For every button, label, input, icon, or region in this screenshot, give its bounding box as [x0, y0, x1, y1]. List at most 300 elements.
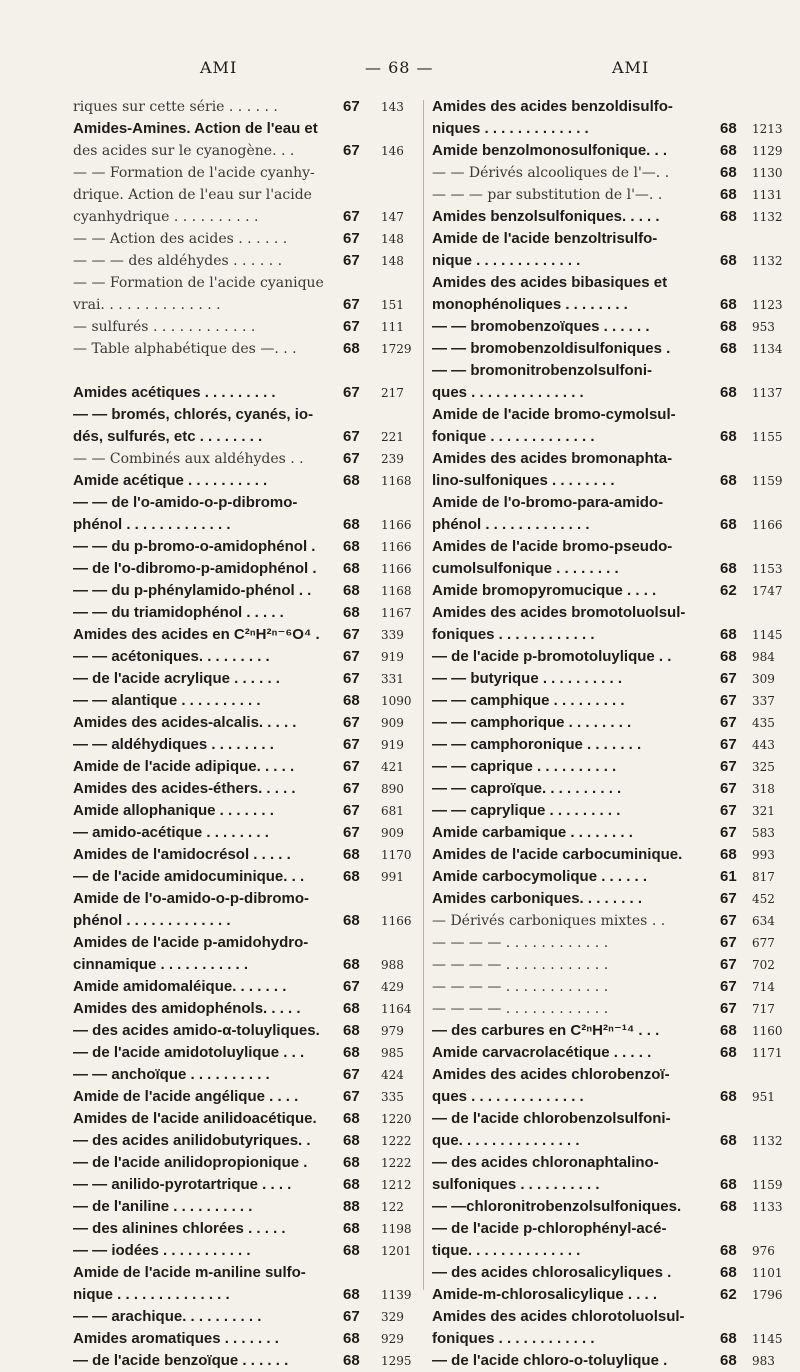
entry-volume: 68	[343, 846, 360, 863]
index-entry	[73, 536, 431, 558]
index-entry	[73, 800, 431, 822]
index-entry	[73, 470, 431, 492]
index-entry	[432, 1196, 783, 1218]
entry-page: 1132	[752, 254, 783, 268]
entry-text: nique . . . . . . . . . . . . . .	[73, 1286, 230, 1303]
entry-text: Amide de l'o-amido-o-p-dibromo-	[73, 890, 310, 907]
entry-page: 1729	[381, 342, 412, 356]
entry-text: — de l'acide amidotoluylique . . .	[73, 1044, 305, 1061]
entry-volume: 67	[343, 978, 360, 995]
index-entry	[73, 976, 431, 998]
entry-text: Amide de l'acide m-aniline sulfo-	[73, 1264, 306, 1281]
entry-page: 817	[752, 870, 775, 884]
entry-text: phénol . . . . . . . . . . . . .	[432, 516, 590, 533]
entry-text: que. . . . . . . . . . . . . . .	[432, 1132, 580, 1149]
entry-page: 148	[381, 232, 404, 246]
entry-text: — de l'acide chloro-o-toluylique .	[432, 1352, 668, 1369]
entry-text: Amides carboniques. . . . . . . .	[432, 890, 643, 907]
entry-page: 1201	[381, 1244, 412, 1258]
entry-page: 148	[381, 254, 404, 268]
index-entry	[73, 426, 431, 448]
entry-text: dés, sulfurés, etc . . . . . . . .	[73, 428, 263, 445]
entry-page: 429	[381, 980, 404, 994]
entry-volume: 68	[720, 472, 737, 489]
entry-text: — — — — . . . . . . . . . . . .	[432, 935, 609, 951]
entry-page: 988	[381, 958, 404, 972]
index-entry	[432, 96, 772, 118]
entry-page: 1132	[752, 210, 783, 224]
entry-text: cumolsulfonique . . . . . . . .	[432, 560, 619, 577]
entry-page: 151	[381, 298, 404, 312]
entry-volume: 68	[720, 626, 737, 643]
entry-page: 919	[381, 650, 404, 664]
entry-text: — — de l'o-amido-o-p-dibromo-	[73, 494, 298, 511]
index-entry	[432, 932, 775, 954]
index-entry	[432, 712, 775, 734]
entry-volume: 68	[720, 1044, 737, 1061]
entry-page: 677	[752, 936, 775, 950]
index-entry	[432, 998, 775, 1020]
entry-text: fonique . . . . . . . . . . . . .	[432, 428, 595, 445]
entry-page: 1145	[752, 1332, 783, 1346]
index-entry	[432, 1108, 772, 1130]
entry-volume: 67	[343, 450, 360, 467]
entry-text: Amides des acides chlorobenzoï-	[432, 1066, 670, 1083]
index-entry	[73, 580, 431, 602]
entry-text: monophénoliques . . . . . . . .	[432, 296, 628, 313]
entry-volume: 68	[720, 846, 737, 863]
entry-page: 1166	[381, 914, 412, 928]
entry-page: 147	[381, 210, 404, 224]
entry-volume: 67	[343, 648, 360, 665]
entry-text: — —chloronitrobenzolsulfoniques.	[432, 1198, 682, 1215]
entry-text: — Table alphabétique des —. . .	[73, 341, 297, 357]
entry-text: — — camphorique . . . . . . . .	[432, 714, 632, 731]
entry-text: Amides des acides en C²ⁿH²ⁿ⁻⁶O⁴ .	[73, 626, 320, 643]
index-entry	[73, 294, 431, 316]
entry-volume: 67	[343, 98, 360, 115]
entry-text: — — — — . . . . . . . . . . . .	[432, 1001, 609, 1017]
entry-volume: 68	[720, 516, 737, 533]
entry-text: — — bromés, chlorés, cyanés, io-	[73, 406, 314, 423]
index-entry	[73, 1020, 431, 1042]
index-entry	[432, 756, 775, 778]
entry-volume: 68	[343, 868, 360, 885]
entry-volume: 67	[720, 934, 737, 951]
entry-text: Amide amidomaléique. . . . . . .	[73, 978, 287, 995]
entry-volume: 67	[720, 692, 737, 709]
entry-volume: 67	[720, 736, 737, 753]
index-entry	[73, 118, 431, 140]
index-entry	[73, 1350, 431, 1372]
index-entry	[432, 1130, 783, 1152]
entry-text: — — caprique . . . . . . . . . .	[432, 758, 617, 775]
index-entry	[432, 954, 775, 976]
entry-text: Amide benzolmonosulfonique. . .	[432, 142, 667, 159]
entry-text: — de l'acide amidocuminique. . .	[73, 868, 305, 885]
index-entry	[432, 1174, 783, 1196]
index-entry	[73, 778, 431, 800]
index-entry	[73, 624, 431, 646]
entry-page: 1295	[381, 1354, 412, 1368]
index-entry	[432, 404, 772, 426]
index-entry	[432, 1284, 783, 1306]
index-entry	[73, 1306, 431, 1328]
entry-volume: 68	[343, 912, 360, 929]
entry-volume: 68	[720, 384, 737, 401]
entry-text: nique . . . . . . . . . . . . .	[432, 252, 581, 269]
entry-text: — — bromobenzoldisulfoniques .	[432, 340, 671, 357]
entry-volume: 68	[343, 692, 360, 709]
entry-text: Amide carbocymolique . . . . . .	[432, 868, 648, 885]
entry-text: ques . . . . . . . . . . . . . .	[432, 384, 584, 401]
entry-page: 1796	[752, 1288, 783, 1302]
entry-page: 1160	[752, 1024, 783, 1038]
entry-volume: 67	[343, 780, 360, 797]
entry-text: Amide de l'acide adipique. . . . .	[73, 758, 295, 775]
entry-volume: 68	[343, 1286, 360, 1303]
entry-page: 1171	[752, 1046, 783, 1060]
index-entry	[432, 1306, 772, 1328]
entry-page: 1145	[752, 628, 783, 642]
entry-volume: 67	[343, 758, 360, 775]
entry-text: — — anchoïque . . . . . . . . . .	[73, 1066, 270, 1083]
index-entry	[73, 1086, 431, 1108]
entry-volume: 68	[720, 560, 737, 577]
entry-page: 717	[752, 1002, 775, 1016]
entry-volume: 62	[720, 582, 737, 599]
entry-text: — Dérivés carboniques mixtes . .	[432, 913, 666, 929]
index-entry	[432, 272, 772, 294]
page-header	[0, 58, 800, 88]
index-entry	[73, 316, 431, 338]
entry-page: 1090	[381, 694, 412, 708]
entry-text: — — Dérivés alcooliques de l'—. .	[432, 165, 670, 181]
index-entry	[73, 712, 431, 734]
index-entry	[73, 1262, 431, 1284]
entry-text: Amides de l'acide anilidoacétique.	[73, 1110, 317, 1127]
entry-text: Amide bromopyromucique . . . .	[432, 582, 657, 599]
entry-page: 239	[381, 452, 404, 466]
index-entry	[432, 1086, 775, 1108]
entry-volume: 68	[720, 1264, 737, 1281]
entry-page: 1220	[381, 1112, 412, 1126]
entry-volume: 68	[343, 1022, 360, 1039]
entry-text: — des acides anilidobutyriques. .	[73, 1132, 311, 1149]
entry-volume: 68	[720, 648, 737, 665]
entry-text: — — alantique . . . . . . . . . .	[73, 692, 261, 709]
index-entry	[73, 1064, 431, 1086]
index-entry	[432, 910, 775, 932]
entry-text: — — butyrique . . . . . . . . . .	[432, 670, 623, 687]
index-entry	[432, 866, 775, 888]
entry-volume: 67	[720, 714, 737, 731]
entry-text: cyanhydrique . . . . . . . . . .	[73, 209, 259, 225]
index-entry	[73, 404, 431, 426]
entry-volume: 68	[720, 1022, 737, 1039]
entry-text: Amides des amidophénols. . . . .	[73, 1000, 301, 1017]
entry-volume: 67	[343, 428, 360, 445]
page-number: — 68 —	[365, 58, 434, 77]
entry-page: 976	[752, 1244, 775, 1258]
entry-page: 984	[752, 650, 775, 664]
entry-text: cinnamique . . . . . . . . . . .	[73, 956, 249, 973]
entry-text: niques . . . . . . . . . . . . .	[432, 120, 589, 137]
index-entry	[73, 998, 431, 1020]
index-entry	[432, 558, 783, 580]
index-entry	[73, 954, 431, 976]
entry-page: 1166	[752, 518, 783, 532]
entry-volume: 68	[720, 120, 737, 137]
entry-volume: 68	[343, 1220, 360, 1237]
entry-page: 1101	[752, 1266, 783, 1280]
entry-page: 993	[752, 848, 775, 862]
entry-text: — de l'acide chlorobenzolsulfoni-	[432, 1110, 671, 1127]
index-entry	[432, 1262, 783, 1284]
entry-page: 991	[381, 870, 404, 884]
entry-text: — de l'o-dibromo-p-amidophénol .	[73, 560, 317, 577]
left-column	[73, 96, 431, 1372]
index-entry	[73, 822, 431, 844]
entry-volume: 68	[343, 582, 360, 599]
entry-text: — — Formation de l'acide cyanique	[73, 275, 324, 291]
entry-text: Amide de l'acide angélique . . . .	[73, 1088, 299, 1105]
entry-text: foniques . . . . . . . . . . . .	[432, 1330, 595, 1347]
index-entry	[432, 316, 775, 338]
index-entry	[432, 426, 783, 448]
entry-text: Amide carbamique . . . . . . . .	[432, 824, 633, 841]
entry-volume: 68	[343, 472, 360, 489]
entry-text: riques sur cette série . . . . . .	[73, 99, 278, 115]
entry-page: 1131	[752, 188, 783, 202]
index-entry	[432, 778, 775, 800]
entry-volume: 67	[343, 318, 360, 335]
index-entry	[432, 360, 772, 382]
entry-text: — — — — . . . . . . . . . . . .	[432, 979, 609, 995]
entry-page: 443	[752, 738, 775, 752]
entry-text: — — bromonitrobenzolsulfoni-	[432, 362, 652, 379]
entry-page: 339	[381, 628, 404, 642]
entry-text: drique. Action de l'eau sur l'acide	[73, 187, 312, 203]
entry-page: 435	[752, 716, 775, 730]
entry-page: 1168	[381, 584, 412, 598]
entry-volume: 67	[343, 252, 360, 269]
entry-text: — de l'acide p-bromotoluylique . .	[432, 648, 672, 665]
entry-text: — — aldéhydiques . . . . . . . .	[73, 736, 274, 753]
entry-text: — — du p-phénylamido-phénol . .	[73, 582, 312, 599]
entry-text: — — Formation de l'acide cyanhy-	[73, 165, 315, 181]
index-entry	[432, 140, 783, 162]
index-entry	[432, 1218, 772, 1240]
entry-volume: 67	[720, 824, 737, 841]
entry-text: vrai. . . . . . . . . . . . . .	[73, 297, 221, 313]
index-entry	[73, 140, 431, 162]
entry-page: 1222	[381, 1156, 412, 1170]
index-entry	[73, 1196, 431, 1218]
index-entry	[432, 118, 783, 140]
entry-page: 1170	[381, 848, 412, 862]
entry-page: 309	[752, 672, 775, 686]
entry-text: Amides de l'amidocrésol . . . . .	[73, 846, 291, 863]
entry-text: — — du p-bromo-o-amidophénol .	[73, 538, 316, 555]
entry-text: — — anilido-pyrotartrique . . . .	[73, 1176, 292, 1193]
entry-text: Amides de l'acide p-amidohydro-	[73, 934, 309, 951]
entry-page: 452	[752, 892, 775, 906]
index-entry	[73, 338, 431, 360]
entry-volume: 68	[720, 428, 737, 445]
entry-volume: 68	[720, 1132, 737, 1149]
entry-text: — des acides amido-α-toluyliques.	[73, 1022, 320, 1039]
entry-volume: 67	[720, 1000, 737, 1017]
index-entry	[432, 448, 772, 470]
index-entry	[73, 162, 431, 184]
header-right-keyword: AMI	[612, 58, 650, 77]
entry-volume: 68	[720, 142, 737, 159]
header-left-keyword: AMI	[200, 58, 238, 77]
entry-text: Amides-Amines. Action de l'eau et	[73, 120, 318, 137]
entry-volume: 68	[720, 1088, 737, 1105]
index-entry	[432, 228, 772, 250]
entry-page: 1139	[381, 1288, 412, 1302]
entry-volume: 67	[720, 780, 737, 797]
entry-volume: 67	[720, 670, 737, 687]
entry-page: 337	[752, 694, 775, 708]
entry-text: — amido-acétique . . . . . . . .	[73, 824, 269, 841]
entry-page: 983	[752, 1354, 775, 1368]
entry-text: Amide de l'acide benzoltrisulfo-	[432, 230, 658, 247]
entry-volume: 62	[720, 1286, 737, 1303]
entry-page: 329	[381, 1310, 404, 1324]
entry-page: 1133	[752, 1200, 783, 1214]
entry-volume: 68	[343, 1000, 360, 1017]
index-entry	[73, 272, 431, 294]
entry-text: — — du triamidophénol . . . . .	[73, 604, 284, 621]
index-entry	[73, 932, 431, 954]
entry-volume: 68	[343, 538, 360, 555]
entry-page: 217	[381, 386, 404, 400]
entry-volume: 67	[720, 956, 737, 973]
entry-page: 331	[381, 672, 404, 686]
entry-volume: 68	[720, 1330, 737, 1347]
entry-volume: 68	[343, 1330, 360, 1347]
entry-volume: 68	[720, 1176, 737, 1193]
index-entry	[432, 492, 772, 514]
entry-text: Amide acétique . . . . . . . . . .	[73, 472, 268, 489]
index-entry	[432, 1240, 775, 1262]
entry-volume: 68	[720, 340, 737, 357]
entry-volume: 68	[720, 1352, 737, 1369]
entry-text: Amides aromatiques . . . . . . .	[73, 1330, 279, 1347]
index-entry	[73, 360, 431, 382]
entry-text: — de l'aniline . . . . . . . . . .	[73, 1198, 253, 1215]
index-entry	[73, 888, 431, 910]
entry-volume: 68	[343, 956, 360, 973]
index-entry	[73, 1284, 431, 1306]
entry-volume: 68	[343, 1044, 360, 1061]
index-entry	[73, 184, 431, 206]
index-entry	[73, 492, 431, 514]
index-entry	[73, 602, 431, 624]
entry-volume: 68	[720, 252, 737, 269]
right-column	[432, 96, 783, 1372]
index-entry	[432, 184, 783, 206]
entry-page: 1137	[752, 386, 783, 400]
entry-page: 325	[752, 760, 775, 774]
index-entry	[432, 602, 772, 624]
index-entry	[73, 228, 431, 250]
index-entry	[432, 690, 775, 712]
index-entry	[73, 1218, 431, 1240]
entry-volume: 67	[343, 714, 360, 731]
entry-text: — de l'acide anilidopropionique .	[73, 1154, 308, 1171]
entry-page: 1168	[381, 474, 412, 488]
index-entry	[432, 734, 775, 756]
index-entry	[432, 338, 783, 360]
entry-page: 1129	[752, 144, 783, 158]
entry-page: 929	[381, 1332, 404, 1346]
entry-volume: 68	[343, 604, 360, 621]
entry-text: — — — des aldéhydes . . . . . .	[73, 253, 283, 269]
index-entry	[432, 1042, 783, 1064]
entry-page: 111	[381, 320, 404, 334]
entry-text: Amide de l'acide bromo-cymolsul-	[432, 406, 676, 423]
entry-page: 979	[381, 1024, 404, 1038]
entry-page: 681	[381, 804, 404, 818]
index-entry	[73, 1042, 431, 1064]
entry-volume: 68	[720, 1242, 737, 1259]
entry-volume: 67	[343, 296, 360, 313]
entry-page: 634	[752, 914, 775, 928]
entry-page: 143	[381, 100, 404, 114]
entry-page: 1153	[752, 562, 783, 576]
entry-text: — — — par substitution de l'—. .	[432, 187, 663, 203]
entry-page: 583	[752, 826, 775, 840]
entry-page: 1166	[381, 518, 412, 532]
entry-text: Amides des acides-alcalis. . . . .	[73, 714, 297, 731]
index-entry	[432, 800, 775, 822]
index-entry	[73, 1130, 431, 1152]
entry-page: 1747	[752, 584, 783, 598]
entry-page: 1123	[752, 298, 783, 312]
entry-volume: 67	[343, 626, 360, 643]
entry-volume: 68	[343, 340, 360, 357]
entry-volume: 68	[343, 560, 360, 577]
index-entry	[432, 1020, 783, 1042]
entry-text: — — camphique . . . . . . . . .	[432, 692, 625, 709]
entry-text: — des carbures en C²ⁿH²ⁿ⁻¹⁴ . . .	[432, 1022, 660, 1039]
entry-page: 1132	[752, 1134, 783, 1148]
index-entry	[432, 1350, 775, 1372]
entry-page: 1166	[381, 562, 412, 576]
entry-page: 1134	[752, 342, 783, 356]
index-entry	[432, 976, 775, 998]
entry-volume: 68	[343, 1176, 360, 1193]
index-entry	[73, 206, 431, 228]
index-entry	[432, 844, 775, 866]
index-entry	[432, 536, 772, 558]
entry-volume: 88	[343, 1198, 360, 1215]
index-entry	[73, 866, 431, 888]
entry-page: 1167	[381, 606, 412, 620]
index-entry	[432, 1152, 772, 1174]
index-entry	[432, 1328, 783, 1350]
entry-text: foniques . . . . . . . . . . . .	[432, 626, 595, 643]
entry-text: — — — — . . . . . . . . . . . .	[432, 957, 609, 973]
entry-text: Amide-m-chlorosalicylique . . . .	[432, 1286, 658, 1303]
entry-text: — des alinines chlorées . . . . .	[73, 1220, 286, 1237]
entry-text: ques . . . . . . . . . . . . . .	[432, 1088, 584, 1105]
index-entry	[432, 294, 783, 316]
